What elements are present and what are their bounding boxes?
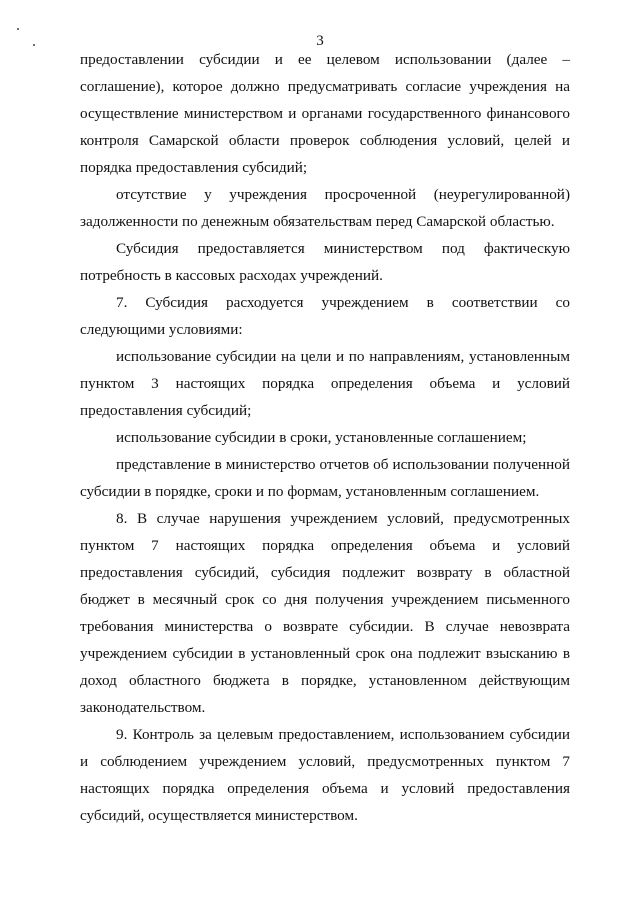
paragraph-item-8: 8. В случае нарушения учреждением условий, предусмотренных пунктом 7 настоящих порядка определения объема и условий предоставления субсидий, субсидия подлежит возврату в областной бюджет в месячный срок со дня получения учреждением письменного требования министерства о возврате субсидии. В случае невозврата учреждением субсидии в установленный срок она подлежит взысканию в доход областного бюджета в порядке, установленном действующим законодательством.	[80, 510, 570, 716]
paragraph-continuation: предоставлении субсидии и ее целевом использовании (далее – соглашение), которое должно предусматривать согласие учреждения на осуществление министерством и органами государственного финансового контроля Самарской области проверок соблюдения условий, целей и порядка предоставления субсидий;	[80, 51, 570, 176]
page-number: 3	[316, 33, 324, 49]
document-body	[80, 46, 570, 829]
paragraph-item-9: 9. Контроль за целевым предоставлением, использованием субсидии и соблюдением учреждением условий, предусмотренных пунктом 7 настоящих порядка определения объема и условий предоставления субсидий, осуществляется министерством.	[80, 726, 570, 824]
paragraph-subsidy-provision: Субсидия предоставляется министерством под фактическую потребность в кассовых расходах учреждений.	[80, 240, 570, 284]
paragraph-no-debt: отсутствие у учреждения просроченной (неурегулированной) задолженности по денежным обязательствам перед Самарской областью.	[80, 186, 570, 230]
paragraph-item-7: 7. Субсидия расходуется учреждением в соответствии со следующими условиями:	[80, 294, 570, 338]
paragraph-reports: представление в министерство отчетов об использовании полученной субсидии в порядке, сроки и по формам, установленным соглашением.	[80, 456, 570, 500]
paragraph-use-purpose: использование субсидии на цели и по направлениям, установленным пунктом 3 настоящих порядка определения объема и условий предоставления субсидий;	[80, 348, 570, 419]
scan-speck	[17, 28, 19, 30]
paragraph-use-terms: использование субсидии в сроки, установленные соглашением;	[116, 429, 527, 446]
